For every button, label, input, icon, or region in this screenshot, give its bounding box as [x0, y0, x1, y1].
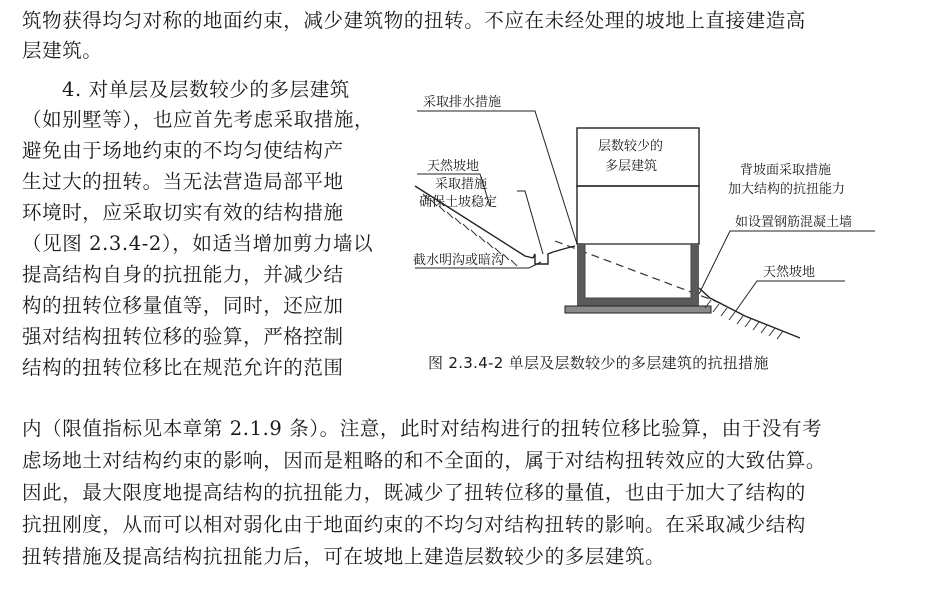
label-measure-line1: 采取措施 [435, 177, 488, 192]
building-lower-box [577, 186, 699, 244]
label-natural-slope-left: 天然坡地 [427, 159, 480, 174]
figure-caption: 图 2.3.4-2 单层及层数较少的多层建筑的抗扭措施 [428, 354, 769, 372]
label-drainage: 采取排水措施 [423, 95, 502, 110]
label-building-line2: 多层建筑 [605, 159, 658, 174]
text-line: 筑物获得均匀对称的地面约束，减少建筑物的扭转。不应在未经处理的坡地上直接建造高 [22, 9, 806, 32]
text-line: 提高结构自身的抗扭能力，并减少结 [22, 263, 344, 286]
label-measure-line2: 确保土坡稳定 [419, 195, 498, 210]
ground-hatch-right [705, 300, 783, 339]
slope-building-diagram [405, 76, 925, 346]
foundation-footing [565, 306, 711, 313]
label-ditch: 截水明沟或暗沟 [413, 253, 505, 268]
text-line: 抗扭刚度，从而可以相对弱化由于地面约束的不均匀对结构扭转的影响。在采取减少结构 [22, 513, 806, 536]
text-line: 扭转措施及提高结构抗扭能力后，可在坡地上建造层数较少的多层建筑。 [22, 545, 666, 568]
label-back-slope-line2: 加大结构的抗扭能力 [728, 182, 846, 197]
text-line: 虑场地土对结构约束的影响，因而是粗略的和不全面的，属于对结构扭转效应的大致估算。 [22, 449, 827, 472]
leader-wall [699, 231, 875, 294]
text-line: 避免由于场地约束的不均匀使结构产 [22, 139, 344, 162]
leader-natural-slope-right [735, 281, 845, 312]
label-back-slope-line1: 背坡面采取措施 [740, 163, 832, 178]
building-upper-box [577, 128, 699, 186]
text-line: 强对结构扭转位移的验算，严格控制 [22, 325, 344, 348]
text-line: 环境时，应采取切实有效的结构措施 [22, 201, 344, 224]
basement-slab [577, 298, 699, 306]
right-slope-line [699, 288, 800, 338]
text-line: （见图 2.3.4-2），如适当增加剪力墙以 [22, 232, 374, 255]
label-building-line1: 层数较少的 [598, 139, 664, 154]
basement-right-wall [691, 244, 699, 306]
text-line: （如别墅等），也应首先考虑采取措施， [22, 108, 375, 131]
text-line: 因此，最大限度地提高结构的抗扭能力，既减少了扭转位移的量值，也由于加大了结构的 [22, 481, 806, 504]
text-line: 结构的扭转位移比在规范允许的范围 [22, 356, 344, 379]
label-wall: 如设置钢筋混凝土墙 [735, 215, 853, 230]
text-line: 生过大的扭转。当无法营造局部平地 [22, 170, 344, 193]
basement-inner [585, 244, 691, 298]
leader-measure [517, 191, 543, 254]
text-line: 内（限值指标见本章第 2.1.9 条）。注意，此时对结构进行的扭转位移比验算，由于没有考 [22, 417, 823, 440]
text-line: 构的扭转位移量值等，同时，还应加 [22, 294, 344, 317]
text-line: 层建筑。 [22, 39, 103, 62]
text-line: 4. 对单层及层数较少的多层建筑 [62, 78, 350, 101]
label-natural-slope-right: 天然坡地 [763, 265, 816, 280]
basement-left-wall [577, 244, 585, 306]
